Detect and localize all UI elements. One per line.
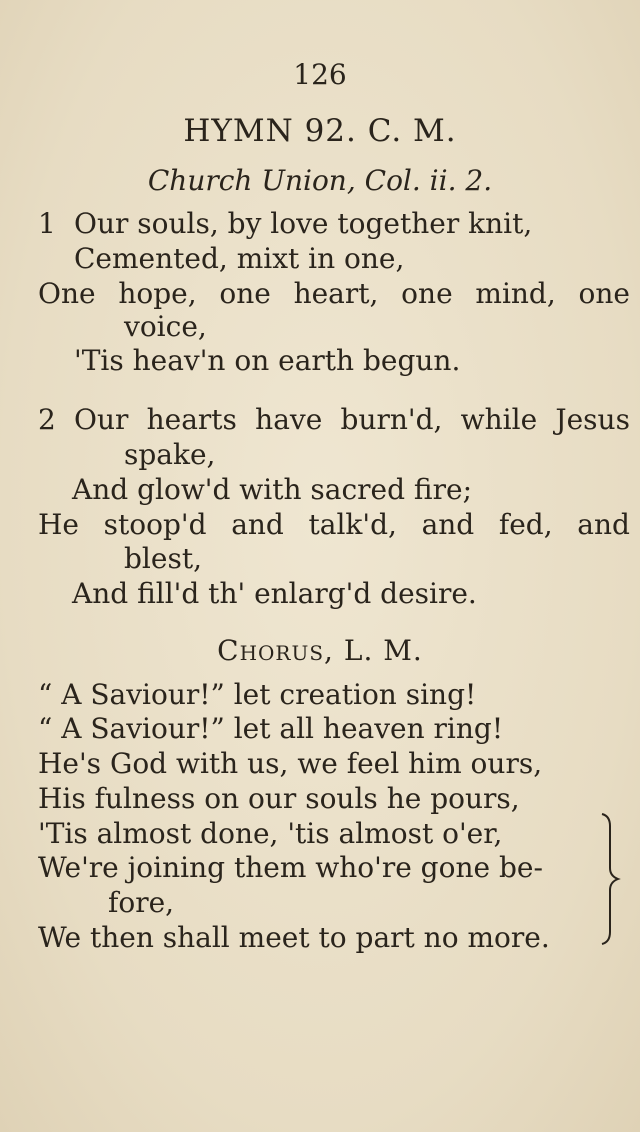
word: heart, xyxy=(293,277,379,310)
word: and xyxy=(231,508,284,541)
stanza-2-line-3: And glow'd with sacred fire; xyxy=(72,473,472,506)
chorus-line-7: fore, xyxy=(108,886,175,919)
hymn-subtitle: Church Union, Col. ii. 2. xyxy=(147,164,493,197)
stanza-1-line-5: 'Tis heav'n on earth begun. xyxy=(74,344,461,377)
hymn-title: HYMN 92. C. M. xyxy=(183,113,457,149)
stanza-1-line-1: Our souls, by love together knit, xyxy=(74,207,533,240)
word: while xyxy=(460,403,538,436)
chorus-line-3: He's God with us, we feel him ours, xyxy=(38,747,543,780)
word: hearts xyxy=(146,403,237,436)
chorus-line-1: “ A Saviour!” let creation sing! xyxy=(38,678,477,711)
word: one xyxy=(578,277,630,310)
word: One xyxy=(38,277,96,310)
word: Our xyxy=(74,403,129,436)
right-brace-icon xyxy=(598,812,624,946)
word: stoop'd xyxy=(103,508,207,541)
chorus-line-4: His fulness on our souls he pours, xyxy=(38,782,520,815)
word: have xyxy=(255,403,323,436)
stanza-1-number: 1 xyxy=(38,207,56,240)
word: mind, xyxy=(475,277,556,310)
stanza-2-number: 2 xyxy=(38,403,56,436)
stanza-2-line-6: And fill'd th' enlarg'd desire. xyxy=(72,577,477,610)
stanza-2-line-2: spake, xyxy=(124,438,216,471)
stanza-2-line-5: blest, xyxy=(124,542,202,575)
word: Jesus xyxy=(555,403,630,436)
word: one xyxy=(401,277,453,310)
word: fed, xyxy=(498,508,553,541)
stanza-1-line-3 xyxy=(38,277,630,311)
chorus-line-5: 'Tis almost done, 'tis almost o'er, xyxy=(38,817,503,850)
stanza-1-line-2: Cemented, mixt in one, xyxy=(74,242,405,275)
word: He xyxy=(38,508,79,541)
word: talk'd, xyxy=(308,508,397,541)
word: hope, xyxy=(118,277,197,310)
chorus-line-8: We then shall meet to part no more. xyxy=(38,921,550,954)
chorus-line-6: We're joining them who're gone be- xyxy=(38,851,543,884)
word: one xyxy=(219,277,271,310)
word: burn'd, xyxy=(340,403,443,436)
word: and xyxy=(421,508,475,541)
page-number: 126 xyxy=(293,58,347,91)
stanza-2-line-1 xyxy=(74,403,630,437)
chorus-title: Chorus, L. M. xyxy=(217,634,423,667)
stanza-2-line-4 xyxy=(38,508,630,542)
chorus-line-2: “ A Saviour!” let all heaven ring! xyxy=(38,712,504,745)
word: and xyxy=(577,508,630,541)
stanza-1-line-4: voice, xyxy=(124,310,207,343)
